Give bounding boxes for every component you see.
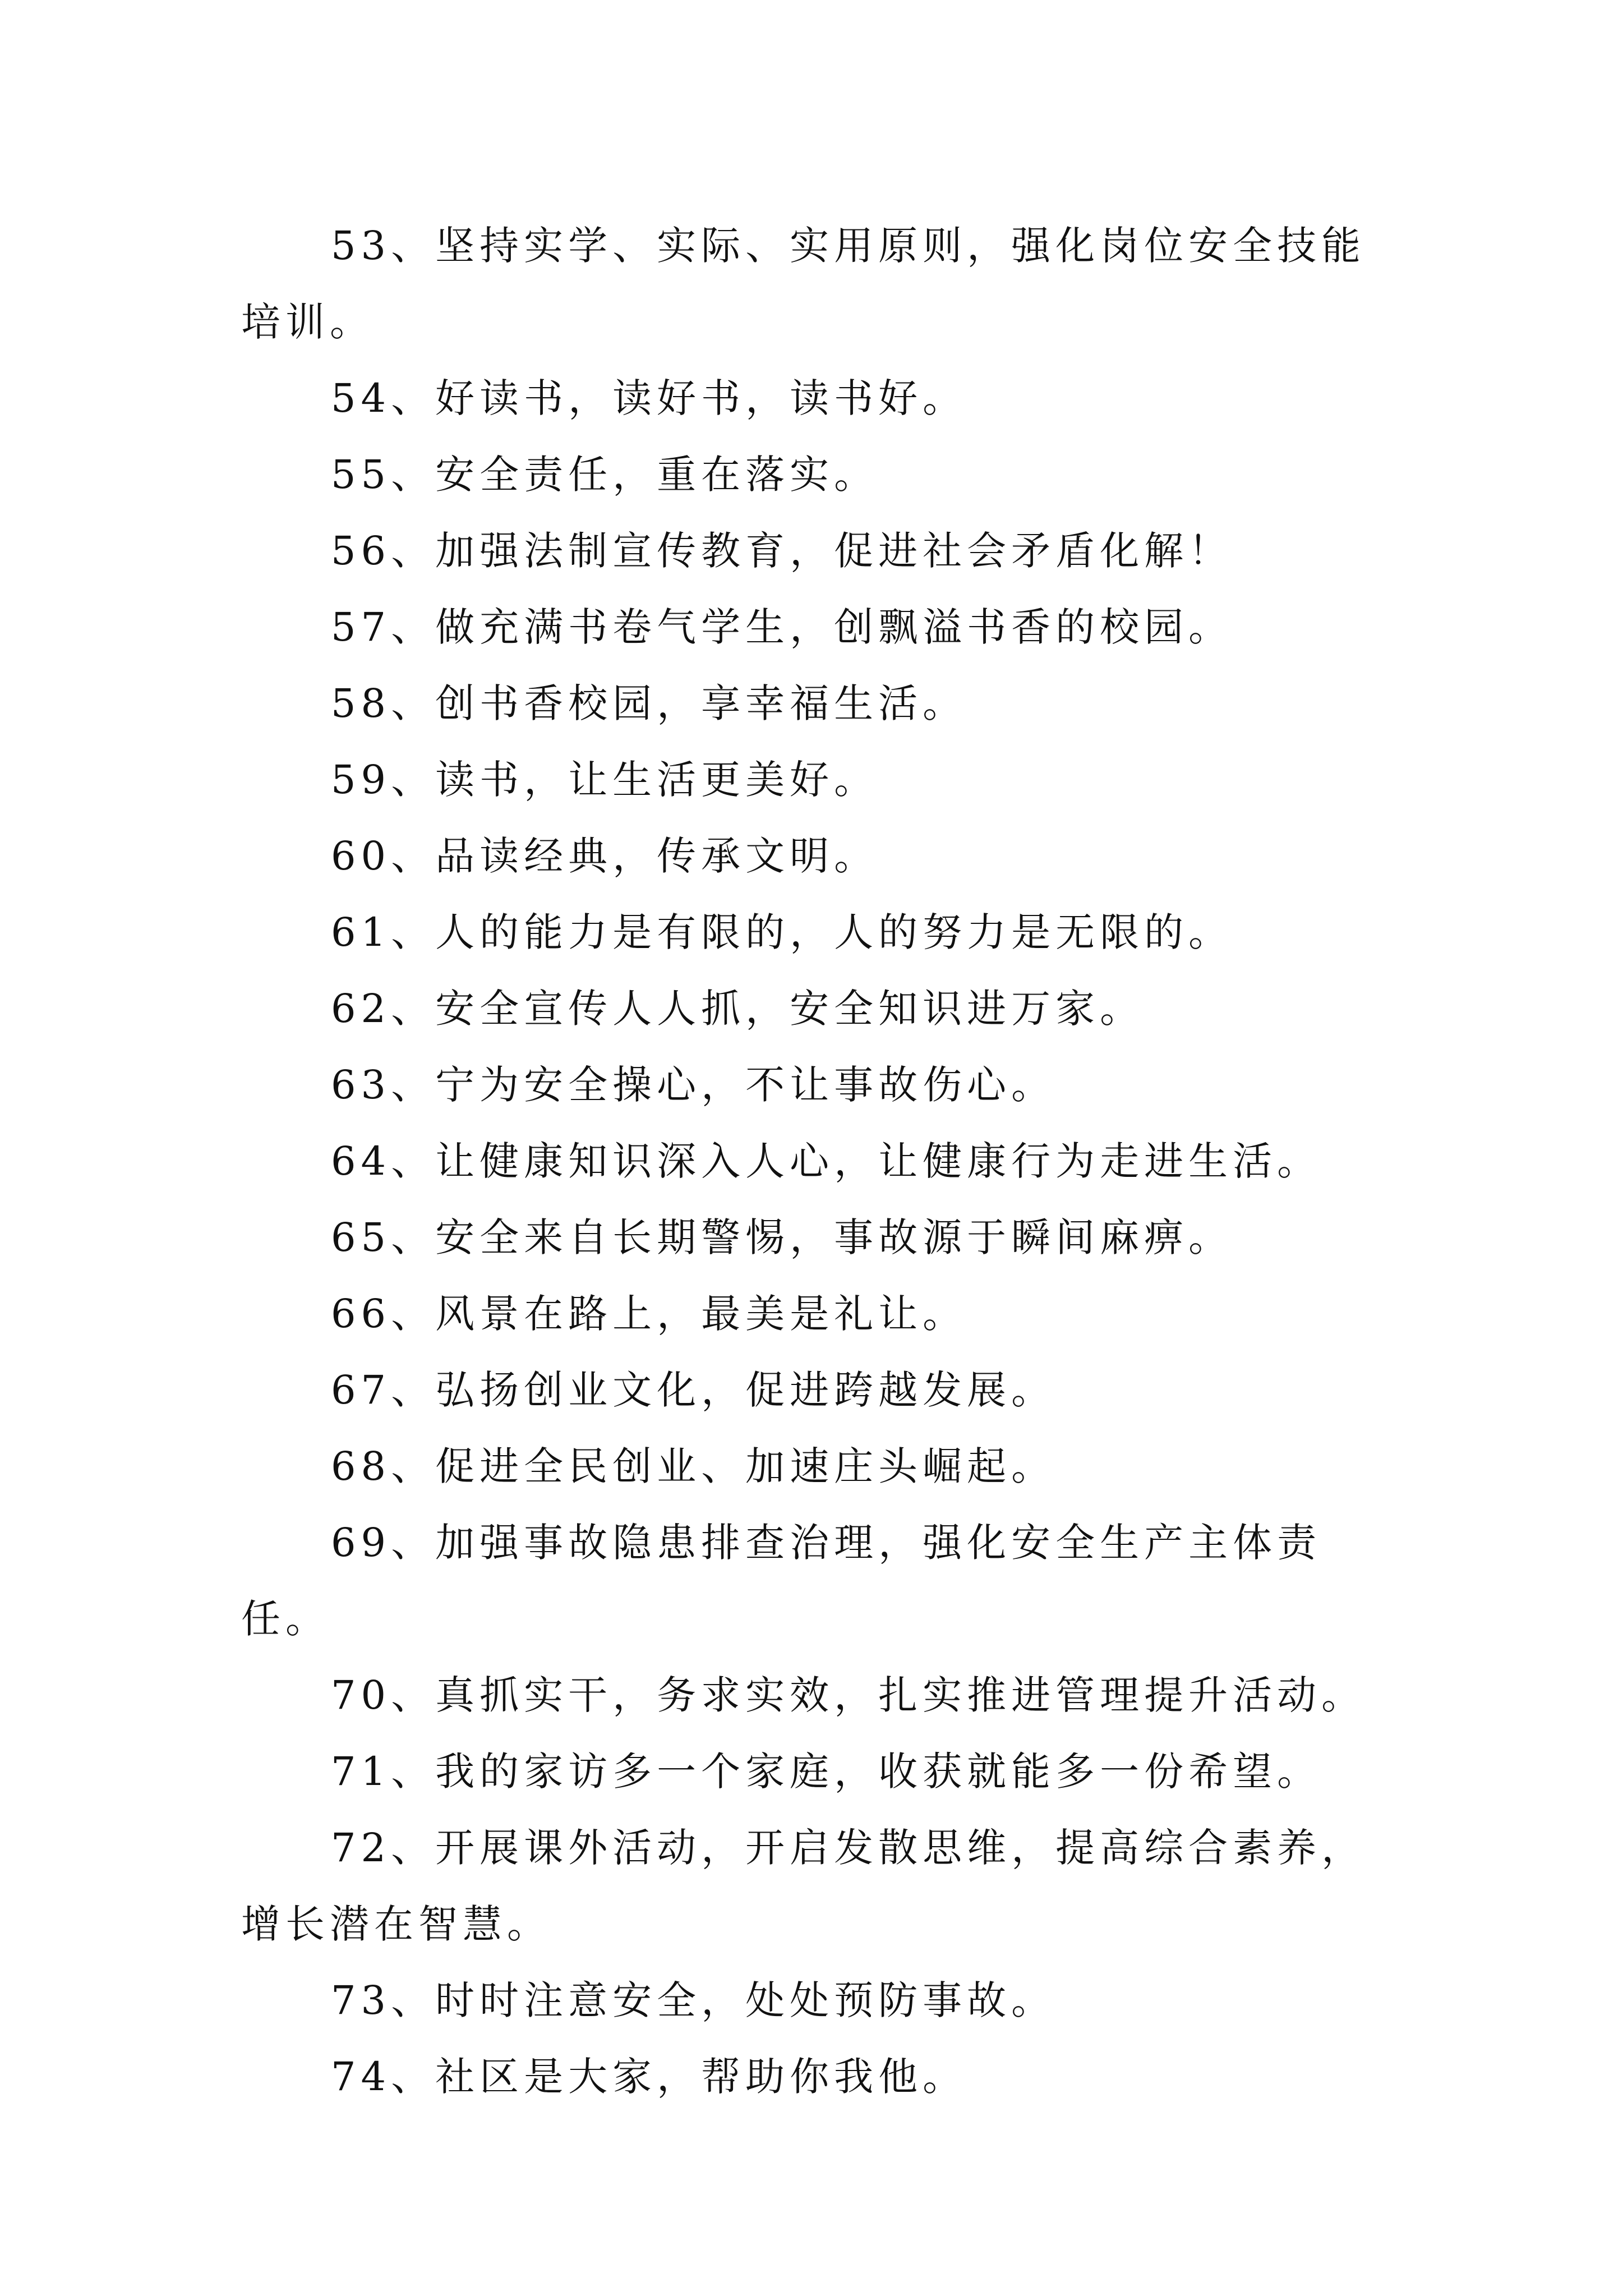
slogan-item-70: 70、真抓实干，务求实效，扎实推进管理提升活动。 xyxy=(331,1672,1366,1718)
slogan-item-74: 74、社区是大家，帮助你我他。 xyxy=(331,2054,967,2100)
slogan-item-68: 68、促进全民创业、加速庄头崛起。 xyxy=(331,1443,1056,1489)
slogan-item-72: 72、开展课外活动，开启发散思维，提高综合素养，增长潜在智慧。 xyxy=(241,1825,1366,1947)
slogan-item-66: 66、风景在路上，最美是礼让。 xyxy=(331,1291,967,1337)
slogan-item-67: 67、弘扬创业文化，促进跨越发展。 xyxy=(331,1367,1056,1413)
slogan-item-55: 55、安全责任，重在落实。 xyxy=(331,452,879,498)
slogan-item-56: 56、加强法制宣传教育，促进社会矛盾化解！ xyxy=(331,528,1233,574)
slogan-item-71: 71、我的家访多一个家庭，收获就能多一份希望。 xyxy=(331,1749,1322,1795)
slogan-item-60: 60、品读经典，传承文明。 xyxy=(331,833,879,879)
slogan-item-59: 59、读书，让生活更美好。 xyxy=(331,757,879,803)
slogan-item-58: 58、创书香校园，享幸福生活。 xyxy=(331,680,967,726)
slogan-item-63: 63、宁为安全操心，不让事故伤心。 xyxy=(331,1062,1056,1108)
slogan-list xyxy=(241,208,1408,2115)
slogan-item-69: 69、加强事故隐患排查治理，强化安全生产主体责任。 xyxy=(241,1520,1322,1642)
slogan-item-57: 57、做充满书卷气学生，创飘溢书香的校园。 xyxy=(331,604,1233,650)
slogan-item-62: 62、安全宣传人人抓，安全知识进万家。 xyxy=(331,986,1145,1032)
slogan-item-61: 61、人的能力是有限的，人的努力是无限的。 xyxy=(331,909,1233,955)
slogan-item-64: 64、让健康知识深入人心，让健康行为走进生活。 xyxy=(331,1138,1322,1184)
slogan-item-65: 65、安全来自长期警惕，事故源于瞬间麻痹。 xyxy=(331,1214,1233,1260)
slogan-item-54: 54、好读书，读好书，读书好。 xyxy=(331,375,967,421)
slogan-item-73: 73、时时注意安全，处处预防事故。 xyxy=(331,1977,1056,2023)
slogan-item-53: 53、坚持实学、实际、实用原则，强化岗位安全技能培训。 xyxy=(241,223,1366,345)
